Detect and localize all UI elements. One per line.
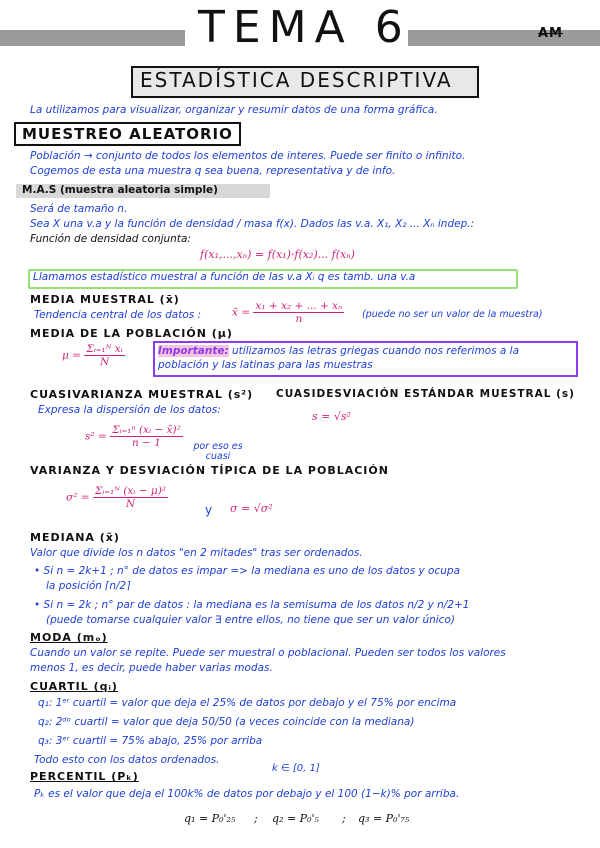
cuasivarianza-text: Expresa la dispersión de los datos: <box>38 404 221 416</box>
mas-line2: Sea X una v.a y la función de densidad / masa f(x). Dados las v.a. X₁, X₂ ... Xₙ indep.: <box>30 218 475 230</box>
varianza-heading: VARIANZA Y DESVIACIÓN TÍPICA DE LA POBLACIÓN <box>30 464 389 477</box>
formula-lhs: σ² = <box>66 491 90 504</box>
estadistico-text: Llamamos estadístico muestral a función de las v.a Xᵢ q es tamb. una v.a <box>33 271 416 283</box>
mas-line1: Será de tamaño n. <box>30 203 128 215</box>
percentil-eq1: q₁ = P₀'₂₅ <box>184 812 236 825</box>
muestra-text: Cogemos de esta una muestra q sea buena, representativa y de info. <box>30 165 396 177</box>
cuartil-q1: q₁: 1ᵉʳ cuartil = valor que deja el 25% de datos por debajo y el 75% por encima <box>38 697 457 709</box>
fdc-label: Función de densidad conjunta: <box>30 233 191 245</box>
percentil-eq2: q₂ = P₀'₅ <box>272 812 319 825</box>
numerator: Σᵢ₌₁ᴺ (xᵢ − μ)² <box>94 485 167 497</box>
numerator: Σᵢ₌₁ᴺ xᵢ <box>86 343 123 355</box>
cuasivarianza-formula <box>85 424 183 449</box>
formula-lhs: μ = <box>62 349 81 362</box>
denominator: N <box>99 356 110 368</box>
subtitle: ESTADÍSTICA DESCRIPTIVA <box>140 68 453 92</box>
fraction <box>84 343 124 368</box>
important-text: utilizamos las letras griegas cuando nos referimos a la población y las latinas para las muestras <box>158 345 520 372</box>
cuasi-note: por eso es cuasi <box>193 441 243 463</box>
mediana-heading: MEDIANA (x̃) <box>30 531 120 544</box>
varianza-formula2: σ = √σ² <box>230 502 273 515</box>
mediana-bullet2a: • Si n = 2k ; n° par de datos : la mediana es la semisuma de los datos n/2 y n/2+1 <box>34 599 470 611</box>
percentil-eq3: q₃ = P₀'₇₅ <box>358 812 410 825</box>
media-muestral-text: Tendencia central de los datos : <box>34 309 202 321</box>
cuartil-q2: q₂: 2ᵈᵒ cuartil = valor que deja 50/50 (a veces coincide con la mediana) <box>38 716 415 728</box>
cuasivarianza-heading: CUASIVARIANZA MUESTRAL (s²) <box>30 388 254 401</box>
varianza-and: y <box>205 503 213 517</box>
media-muestral-note: (puede no ser un valor de la muestra) <box>362 309 543 320</box>
mas-heading: M.A.S (muestra aleatoria simple) <box>22 184 218 196</box>
mediana-bullet2b: (puede tomarse cualquier valor ∃ entre ellos, no tiene que ser un valor único) <box>46 614 455 626</box>
cuasidesviacion-formula: s = √s² <box>312 410 351 423</box>
numerator: Σᵢ₌₁ⁿ (xᵢ − x̄)² <box>112 424 181 436</box>
media-muestral-formula <box>232 300 344 325</box>
percentil-text: Pₖ es el valor que deja el 100k% de datos por debajo y el 100 (1−k)% por arriba. <box>34 788 460 800</box>
important-note <box>158 344 570 372</box>
page-title: TEMA 6 <box>198 2 411 53</box>
title-band-left <box>0 30 185 46</box>
mediana-bullet1b: la posición ⌈n/2⌉ <box>46 580 131 592</box>
fraction <box>253 300 344 325</box>
varianza-formula <box>66 485 168 510</box>
denominator: N <box>125 498 136 510</box>
fdc-formula: f(x₁,...,xₙ) = f(x₁)·f(x₂)... f(xₙ) <box>200 248 355 261</box>
moda-heading: MODA (mₒ) <box>30 631 108 644</box>
percentil-sep2: ; <box>342 812 346 825</box>
denominator: n − 1 <box>131 437 161 449</box>
cuartil-heading: CUARTIL (qᵢ) <box>30 680 118 693</box>
media-poblacion-heading: MEDIA DE LA POBLACIÓN (μ) <box>30 327 233 340</box>
mediana-bullet1a: • Si n = 2k+1 ; n° de datos es impar => la mediana es uno de los datos y ocupa <box>34 565 461 577</box>
denominator: n <box>295 313 303 325</box>
cuartil-note: Todo esto con los datos ordenados. <box>34 754 220 766</box>
percentil-sep1: ; <box>254 812 258 825</box>
poblacion-text: Población → conjunto de todos los elementos de interes. Puede ser finito o infinito. <box>30 150 466 162</box>
muestreo-heading: MUESTREO ALEATORIO <box>14 122 241 146</box>
moda-line1: Cuando un valor se repite. Puede ser muestral o poblacional. Pueden ser todos los valores <box>30 647 506 659</box>
moda-line2: menos 1, es decir, puede haber varias modas. <box>30 662 273 674</box>
fraction <box>110 424 183 449</box>
percentil-heading: PERCENTIL (Pₖ) <box>30 770 139 783</box>
formula-lhs: s² = <box>85 430 107 443</box>
formula-lhs: x̄ = <box>232 306 251 319</box>
title-band-right <box>408 30 600 46</box>
percentil-range: k ∈ [0, 1] <box>272 763 320 774</box>
intro-text: La utilizamos para visualizar, organizar y resumir datos de una forma gráfica. <box>30 104 438 116</box>
important-label: Importante: <box>158 345 229 357</box>
media-muestral-heading: MEDIA MUESTRAL (x̄) <box>30 293 180 306</box>
cuasidesviacion-heading: CUASIDESVIACIÓN ESTÁNDAR MUESTRAL (s) <box>276 388 575 400</box>
media-poblacion-formula <box>62 343 125 368</box>
mediana-line1: Valor que divide los n datos "en 2 mitades" tras ser ordenados. <box>30 547 363 559</box>
numerator: x₁ + x₂ + ... + xₙ <box>255 300 343 312</box>
author-initials: AM <box>538 26 563 41</box>
cuartil-q3: q₃: 3ᵉʳ cuartil = 75% abajo, 25% por arriba <box>38 735 263 747</box>
fraction <box>93 485 168 510</box>
